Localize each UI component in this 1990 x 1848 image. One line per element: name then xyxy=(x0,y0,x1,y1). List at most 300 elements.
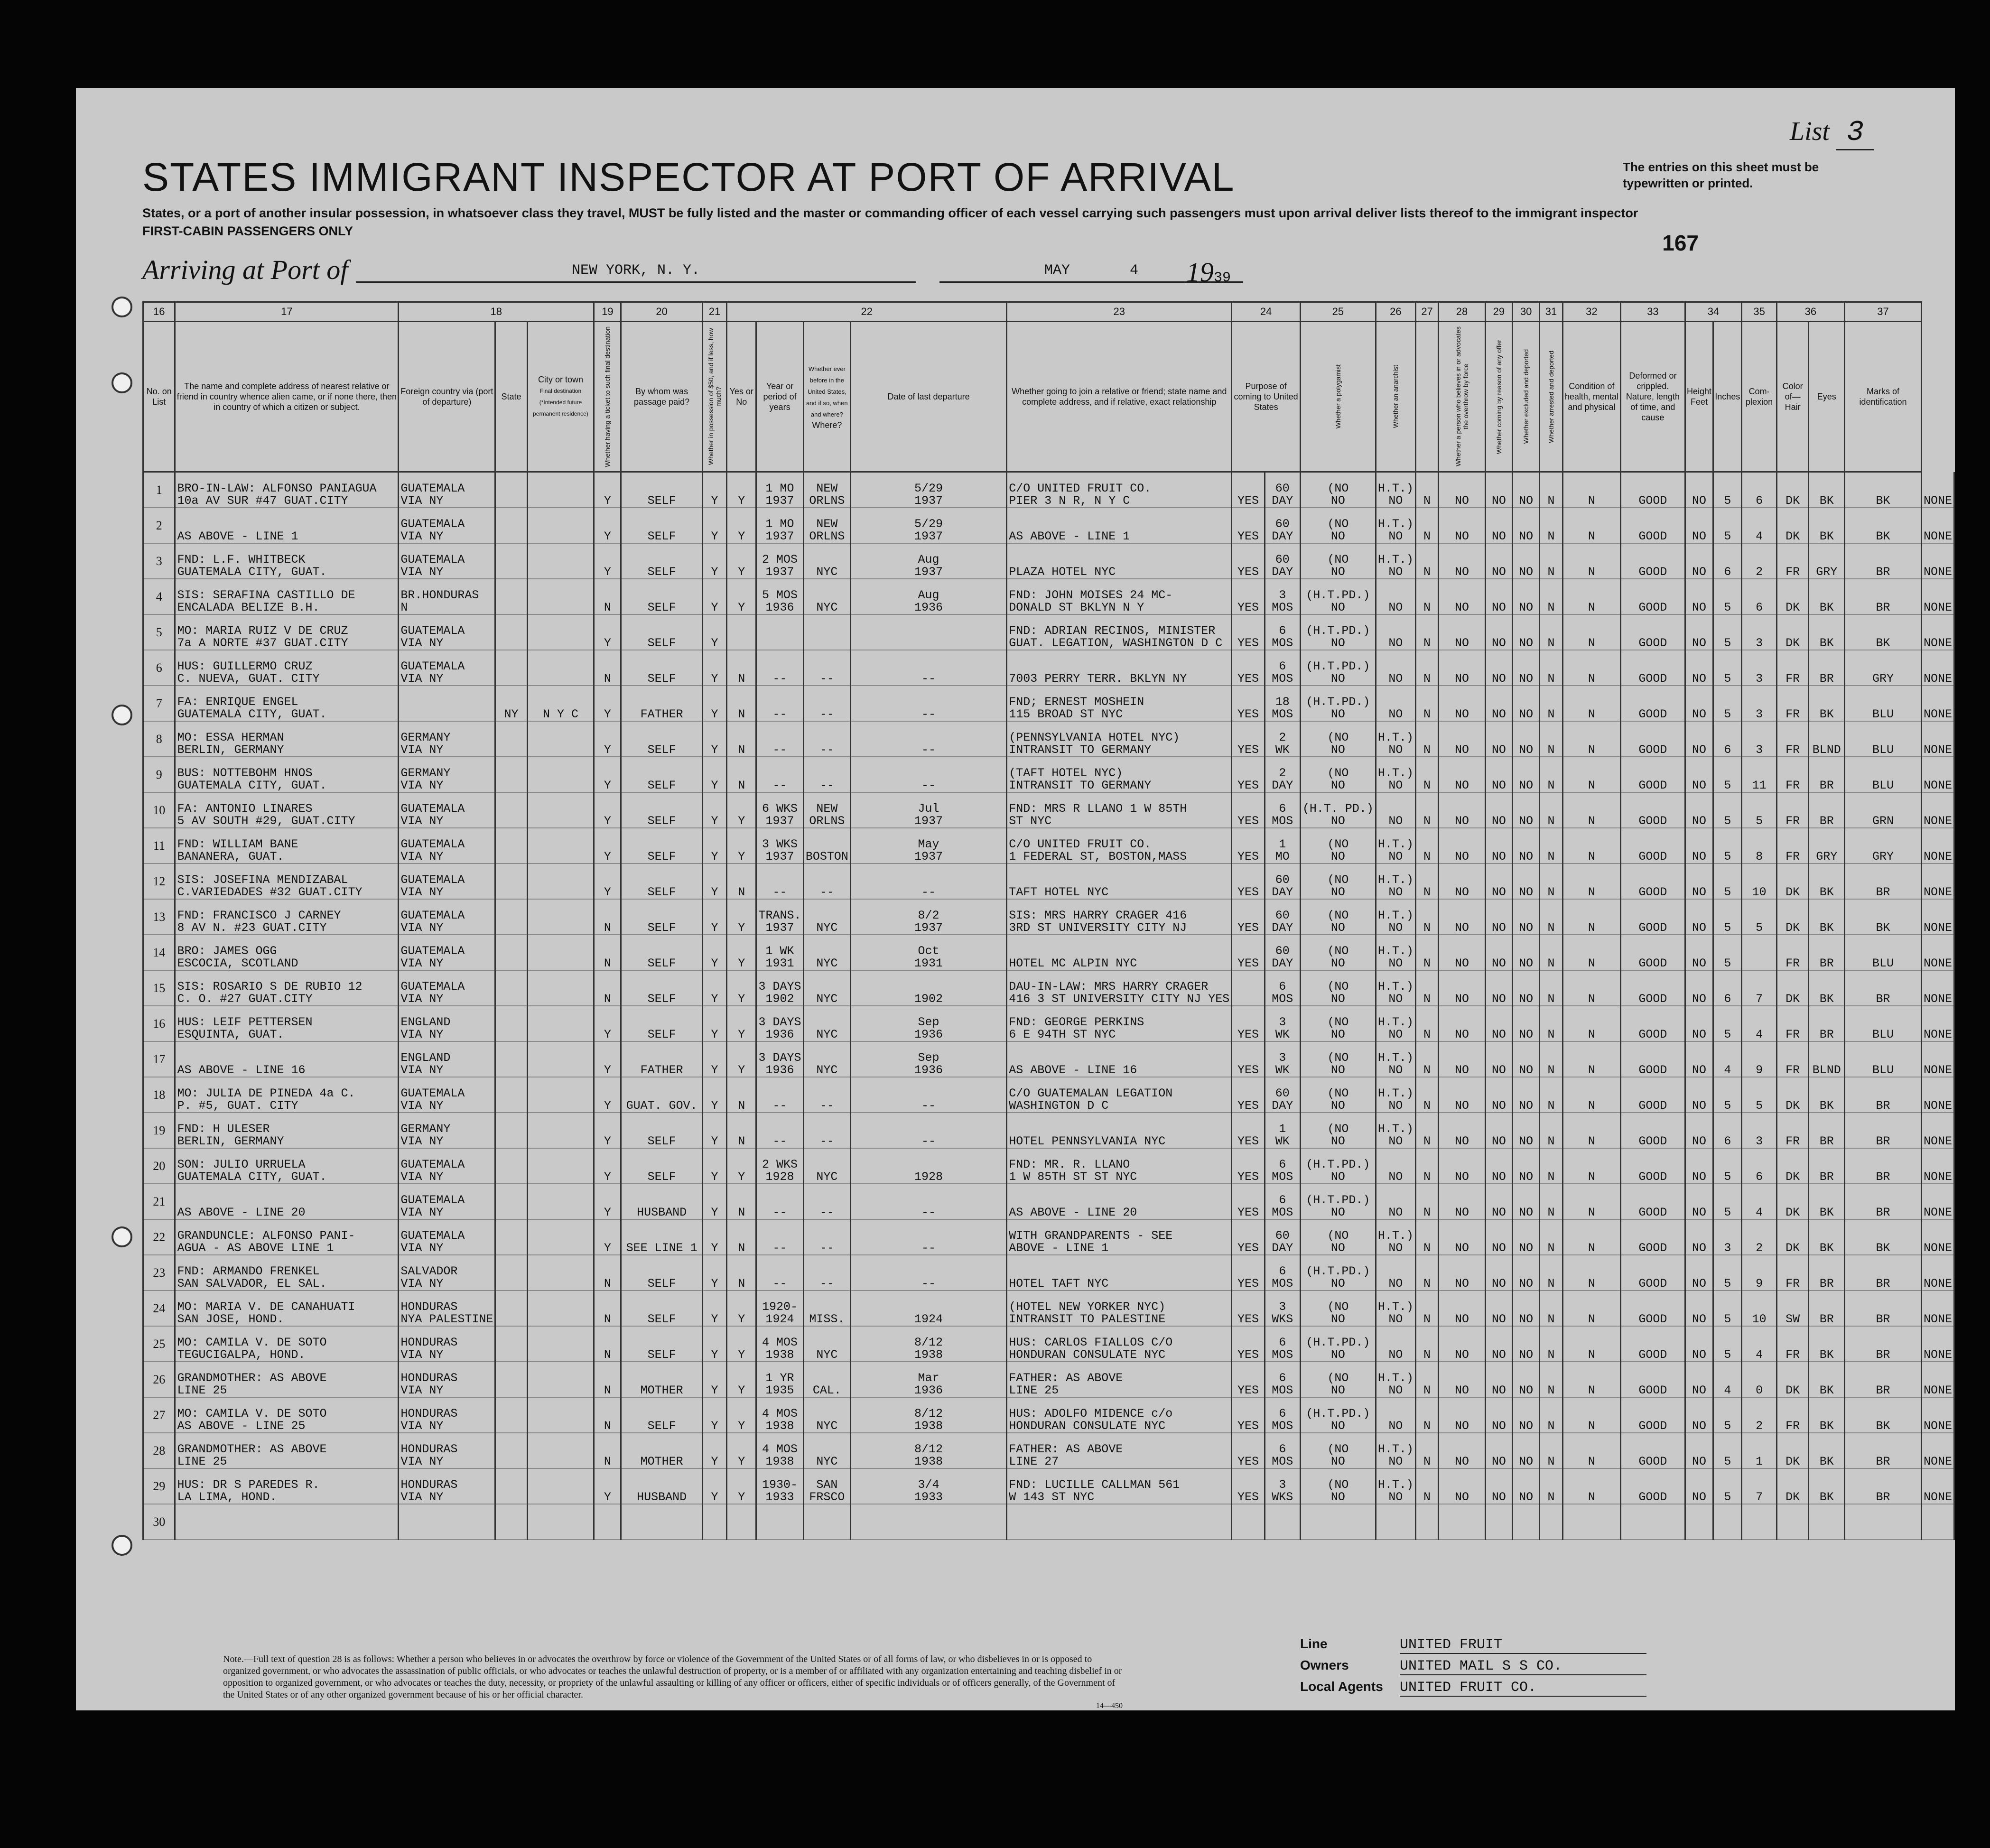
cell-c30: NO xyxy=(1513,614,1540,650)
cell-fc xyxy=(399,935,495,970)
cell-fc-line-2: VIA NY xyxy=(400,1348,444,1362)
cell-eyes: BR xyxy=(1844,543,1921,579)
cell-join-line-2: AS ABOVE - LINE 20 xyxy=(1009,1206,1137,1219)
cell-hair: BR xyxy=(1809,792,1844,828)
col-num-30: 30 xyxy=(1513,302,1540,322)
cell-c28: NO xyxy=(1439,828,1486,864)
cell-dt xyxy=(850,1113,1006,1148)
cell-y24: YES xyxy=(1232,864,1265,899)
cell-yn: Y xyxy=(727,970,756,1006)
cell-rel-line-1: MO: MARIA V. DE CANAHUATI xyxy=(177,1300,355,1314)
cell-rel xyxy=(175,1255,399,1291)
cell-join xyxy=(1007,899,1232,935)
cell-c28: NO xyxy=(1439,1041,1486,1077)
cell-fc-line-1: BR.HONDURAS xyxy=(400,588,479,602)
cell-yr-line-2: -- xyxy=(772,1241,787,1255)
cell-wh-line-2: NYC xyxy=(816,565,838,579)
header-col31-text: Whether arrested and deported xyxy=(1547,350,1555,443)
cell-rel xyxy=(175,721,399,757)
cell-n: 23 xyxy=(143,1255,175,1291)
cell-len-line-2: DAY xyxy=(1272,779,1293,792)
cell-paid: SELF xyxy=(621,864,702,899)
cell-health: GOOD xyxy=(1621,828,1685,864)
cell-state xyxy=(495,1433,527,1468)
cell-ft: 5 xyxy=(1713,686,1742,721)
cell-yr-line-1: 3 WKS xyxy=(762,837,798,851)
cell-c31b: N xyxy=(1562,757,1621,792)
cell-yr-line-2: 1924 xyxy=(765,1312,794,1326)
cell-health: GOOD xyxy=(1621,1006,1685,1041)
cell-y24: YES xyxy=(1232,1291,1265,1326)
cell-hair: BR xyxy=(1809,1291,1844,1326)
cell-fc xyxy=(399,1041,495,1077)
cell-money: Y xyxy=(702,899,726,935)
cell-wh xyxy=(803,1077,850,1113)
cell-money: Y xyxy=(702,686,726,721)
cell-in: 10 xyxy=(1742,1291,1776,1326)
cell-paid: SEE LINE 1 xyxy=(621,1219,702,1255)
cell-c28: NO xyxy=(1439,1148,1486,1184)
header-state xyxy=(495,322,527,472)
cell-eyes: BR xyxy=(1844,1077,1921,1113)
cell-c26-line-2: NO xyxy=(1388,1241,1403,1255)
cell-ft: 5 xyxy=(1713,864,1742,899)
cell-c26-line-2: NO xyxy=(1388,1170,1403,1184)
cell-eyes: BK xyxy=(1844,614,1921,650)
cell-ft: 5 xyxy=(1713,579,1742,614)
cell-yr-line-2: -- xyxy=(772,672,787,686)
cell-c26-line-2: NO xyxy=(1388,885,1403,899)
cell-state xyxy=(495,792,527,828)
cell-yr xyxy=(756,1041,804,1077)
cell-paid: SELF xyxy=(621,472,702,508)
agents-label: Local Agents xyxy=(1300,1679,1383,1694)
cell-dt xyxy=(850,1291,1006,1326)
cell-yr-line-2: -- xyxy=(772,1134,787,1148)
cell-yr xyxy=(756,1219,804,1255)
cell-rel-line-2: C. O. #27 GUAT.CITY xyxy=(177,992,313,1006)
cell-yn: Y xyxy=(727,792,756,828)
cell-y24: YES xyxy=(1232,472,1265,508)
cell-deform: NO xyxy=(1685,1041,1713,1077)
cell-rel-line-2: ESCOCIA, SCOTLAND xyxy=(177,957,298,970)
cell-n: 27 xyxy=(143,1397,175,1433)
cell-c25-line-2: NO xyxy=(1330,672,1345,686)
cell-wh-line-2: -- xyxy=(819,1206,834,1219)
cell-c26 xyxy=(1376,828,1415,864)
cell-yr-line-2: 1902 xyxy=(765,992,794,1006)
cell-health: GOOD xyxy=(1621,1148,1685,1184)
cell-comp: FR xyxy=(1776,543,1809,579)
cell-dt xyxy=(850,1397,1006,1433)
cell-len xyxy=(1265,792,1300,828)
cell-in: 5 xyxy=(1742,899,1776,935)
cell-eyes: BK xyxy=(1844,472,1921,508)
cell-deform: NO xyxy=(1685,1255,1713,1291)
cell-dt xyxy=(850,757,1006,792)
cell-dt-line-2: 1924 xyxy=(914,1312,943,1326)
punch-hole xyxy=(112,705,132,725)
cell-comp: DK xyxy=(1776,472,1809,508)
cell-money: Y xyxy=(702,650,726,686)
cell-c29: NO xyxy=(1485,1006,1512,1041)
cell-comp: FR xyxy=(1776,1006,1809,1041)
cell-hair: BK xyxy=(1809,472,1844,508)
cell-comp: FR xyxy=(1776,1255,1809,1291)
cell-wh-line-2: ORLNS xyxy=(809,529,845,543)
cell-dt xyxy=(850,970,1006,1006)
cell-join-line-1: FATHER: AS ABOVE xyxy=(1009,1371,1123,1385)
cell-rel-line-2: C.VARIEDADES #32 GUAT.CITY xyxy=(177,885,363,899)
cell-in: 5 xyxy=(1742,1077,1776,1113)
cell-c29: NO xyxy=(1485,686,1512,721)
cell-yn: Y xyxy=(727,543,756,579)
cell-join xyxy=(1007,864,1232,899)
cell-money: Y xyxy=(702,1006,726,1041)
cell-state xyxy=(495,650,527,686)
col-num-36: 36 xyxy=(1776,302,1844,322)
cell-marks: NONE xyxy=(1921,1397,1954,1433)
cell-c26 xyxy=(1376,1077,1415,1113)
cell-dt xyxy=(850,508,1006,543)
cell-paid: SELF xyxy=(621,721,702,757)
cell-wh xyxy=(803,1255,850,1291)
cell-dt xyxy=(850,1148,1006,1184)
cell-yn: Y xyxy=(727,1433,756,1468)
cell-marks: NONE xyxy=(1921,650,1954,686)
cell-rel xyxy=(175,543,399,579)
cell-join-line-2: 3RD ST UNIVERSITY CITY NJ xyxy=(1009,921,1187,935)
cell-health: GOOD xyxy=(1621,686,1685,721)
cell-health: GOOD xyxy=(1621,650,1685,686)
cell-comp: FR xyxy=(1776,935,1809,970)
cell-wh-line-1: SAN xyxy=(816,1478,838,1492)
cell-paid: SELF xyxy=(621,828,702,864)
cell-c31b: N xyxy=(1562,721,1621,757)
cell-fc-line-2: VIA NY xyxy=(400,992,444,1006)
cell-wh xyxy=(803,757,850,792)
arrival-month: MAY xyxy=(1044,262,1070,279)
cell-paid xyxy=(621,1504,702,1540)
col-num-22: 22 xyxy=(727,302,1007,322)
typewritten-instruction: The entries on this sheet must be typewritten or printed. xyxy=(1623,160,1819,190)
cell-eyes: BR xyxy=(1844,1255,1921,1291)
cell-comp: DK xyxy=(1776,579,1809,614)
cell-y24: YES xyxy=(1232,1184,1265,1219)
cell-dt xyxy=(850,792,1006,828)
cell-join-line-2: W 143 ST NYC xyxy=(1009,1490,1095,1504)
cell-health: GOOD xyxy=(1621,1255,1685,1291)
cell-fc xyxy=(399,1148,495,1184)
cell-ft: 5 xyxy=(1713,1148,1742,1184)
cell-c27: N xyxy=(1415,1291,1438,1326)
cell-hair: BLND xyxy=(1809,1041,1844,1077)
cell-c27: N xyxy=(1415,970,1438,1006)
cell-len xyxy=(1265,1468,1300,1504)
cell-c26-line-2: NO xyxy=(1388,921,1403,935)
cell-yr-line-1: 1930- xyxy=(762,1478,798,1492)
cell-health: GOOD xyxy=(1621,472,1685,508)
cell-c31b: N xyxy=(1562,1255,1621,1291)
cell-fc xyxy=(399,1077,495,1113)
cell-join-line-2: LINE 25 xyxy=(1009,1384,1059,1397)
cell-dt-line-1: Oct xyxy=(918,944,939,958)
cell-c29: NO xyxy=(1485,650,1512,686)
cell-fc xyxy=(399,543,495,579)
cell-len-line-1: 60 xyxy=(1275,873,1290,887)
list-label xyxy=(1790,116,1874,150)
cell-rel-line-1: GRANDMOTHER: AS ABOVE xyxy=(177,1371,327,1385)
cell-n: 16 xyxy=(143,1006,175,1041)
cell-paid: HUSBAND xyxy=(621,1468,702,1504)
cell-hair: BK xyxy=(1809,1184,1844,1219)
cell-len xyxy=(1265,828,1300,864)
cell-c29: NO xyxy=(1485,864,1512,899)
cell-dt-line-1: 3/4 xyxy=(918,1478,939,1492)
cell-wh-line-2: ORLNS xyxy=(809,494,845,508)
cell-n: 11 xyxy=(143,828,175,864)
cell-join-line-2: GUAT. LEGATION, WASHINGTON D C xyxy=(1009,636,1223,650)
cell-fc-line-1: GUATEMALA xyxy=(400,1193,465,1207)
cell-yr-line-1: 2 MOS xyxy=(762,553,798,566)
cell-len xyxy=(1265,970,1300,1006)
cell-c25-line-2: NO xyxy=(1330,601,1345,614)
cell-c28: NO xyxy=(1439,614,1486,650)
cell-city xyxy=(527,721,594,757)
cell-in: 7 xyxy=(1742,1468,1776,1504)
cell-c31: N xyxy=(1540,1041,1562,1077)
cell-yr-line-1: 4 MOS xyxy=(762,1407,798,1421)
cell-yr-line-2: 1933 xyxy=(765,1490,794,1504)
cell-yn: Y xyxy=(727,1148,756,1184)
cell-state xyxy=(495,864,527,899)
cell-c26-line-2: NO xyxy=(1388,636,1403,650)
cell-fc-line-1: GUATEMALA xyxy=(400,980,465,994)
cell-dt xyxy=(850,1326,1006,1362)
cell-dt-line-2: 1937 xyxy=(914,494,943,508)
cell-comp: FR xyxy=(1776,828,1809,864)
cell-wh-line-2: NYC xyxy=(816,1063,838,1077)
cell-fc-line-1: HONDURAS xyxy=(400,1371,458,1385)
cell-c25-line-1: (H.T.PD.) xyxy=(1306,624,1370,638)
cell-c25-line-2: NO xyxy=(1330,529,1345,543)
cell-hair: BK xyxy=(1809,1219,1844,1255)
cell-c25 xyxy=(1300,1255,1376,1291)
cell-c25 xyxy=(1300,472,1376,508)
cell-money: Y xyxy=(702,792,726,828)
cell-c27: N xyxy=(1415,721,1438,757)
cell-c25-line-1: (NO xyxy=(1327,1229,1349,1243)
cell-dt-line-2: -- xyxy=(921,779,936,792)
cell-c25 xyxy=(1300,1113,1376,1148)
cell-fc-line-2: VIA NY xyxy=(400,1241,444,1255)
table-row xyxy=(143,721,1954,757)
cell-c25-line-2: NO xyxy=(1330,1490,1345,1504)
cell-rel xyxy=(175,1326,399,1362)
cell-c25-line-2: NO xyxy=(1330,1099,1345,1113)
cell-yn: Y xyxy=(727,1326,756,1362)
cell-c29: NO xyxy=(1485,828,1512,864)
cell-n: 9 xyxy=(143,757,175,792)
cell-deform: NO xyxy=(1685,1291,1713,1326)
cell-ft xyxy=(1713,1504,1742,1540)
cell-money: Y xyxy=(702,828,726,864)
cell-dt xyxy=(850,543,1006,579)
cell-wh xyxy=(803,1113,850,1148)
cell-c27: N xyxy=(1415,1255,1438,1291)
cell-c25 xyxy=(1300,1504,1376,1540)
cell-dt xyxy=(850,1433,1006,1468)
cell-deform: NO xyxy=(1685,792,1713,828)
header-inches: Inches xyxy=(1713,322,1742,472)
cell-health: GOOD xyxy=(1621,1041,1685,1077)
cell-fc xyxy=(399,1291,495,1326)
cell-len xyxy=(1265,721,1300,757)
cell-health: GOOD xyxy=(1621,1397,1685,1433)
cell-c25 xyxy=(1300,650,1376,686)
cell-join-line-2: 6 E 94TH ST NYC xyxy=(1009,1028,1116,1041)
table-row xyxy=(143,792,1954,828)
cell-eyes: GRY xyxy=(1844,828,1921,864)
cell-c28: NO xyxy=(1439,1077,1486,1113)
cell-rel xyxy=(175,1184,399,1219)
cell-yr-line-2: 1937 xyxy=(765,814,794,828)
cell-deform: NO xyxy=(1685,864,1713,899)
cell-c30: NO xyxy=(1513,721,1540,757)
cell-c30: NO xyxy=(1513,508,1540,543)
cell-c25-line-1: (NO xyxy=(1327,1371,1349,1385)
cell-comp: FR xyxy=(1776,1041,1809,1077)
cell-fc xyxy=(399,970,495,1006)
cell-marks: NONE xyxy=(1921,686,1954,721)
cell-c26-line-2: NO xyxy=(1388,1490,1403,1504)
cell-fc-line-1: HONDURAS xyxy=(400,1336,458,1349)
cell-len-line-2: DAY xyxy=(1272,1241,1293,1255)
cell-join-line-1: FND; ERNEST MOSHEIN xyxy=(1009,695,1144,709)
cell-comp: DK xyxy=(1776,614,1809,650)
cell-c25-line-2: NO xyxy=(1330,850,1345,864)
cell-comp: DK xyxy=(1776,864,1809,899)
cell-c26 xyxy=(1376,1006,1415,1041)
table-row xyxy=(143,1113,1954,1148)
cell-len-line-2: MO xyxy=(1275,850,1290,864)
col-num-23: 23 xyxy=(1007,302,1232,322)
cell-state xyxy=(495,970,527,1006)
cell-rel-line-2: GUATEMALA CITY, GUAT. xyxy=(177,565,327,579)
cell-c31: N xyxy=(1540,1433,1562,1468)
cell-c25 xyxy=(1300,828,1376,864)
cell-join-line-2: DONALD ST BKLYN N Y xyxy=(1009,601,1144,614)
cell-ft: 5 xyxy=(1713,1433,1742,1468)
cell-wh xyxy=(803,1219,850,1255)
cell-len xyxy=(1265,1397,1300,1433)
cell-c26-line-2: NO xyxy=(1388,814,1403,828)
cell-city xyxy=(527,1006,594,1041)
cell-len-line-2: WK xyxy=(1275,1028,1290,1041)
cell-c25 xyxy=(1300,1006,1376,1041)
cell-c28: NO xyxy=(1439,1326,1486,1362)
cell-wh xyxy=(803,1326,850,1362)
header-ticket-text: Whether having a ticket to such final destination xyxy=(604,326,612,467)
cell-money: Y xyxy=(702,1468,726,1504)
cell-y24: YES xyxy=(1232,757,1265,792)
cell-c31b: N xyxy=(1562,1362,1621,1397)
cell-yr xyxy=(756,792,804,828)
cell-state xyxy=(495,1184,527,1219)
cell-paid: SELF xyxy=(621,1006,702,1041)
cell-join xyxy=(1007,1113,1232,1148)
cell-state xyxy=(495,828,527,864)
cell-wh-line-2: NYC xyxy=(816,957,838,970)
cell-fc-line-2: VIA NY xyxy=(400,672,444,686)
table-row xyxy=(143,1468,1954,1504)
cell-c26-line-2: NO xyxy=(1388,1312,1403,1326)
cell-rel xyxy=(175,828,399,864)
cell-in: 9 xyxy=(1742,1255,1776,1291)
cell-c28 xyxy=(1439,1504,1486,1540)
cell-len-line-1: 3 xyxy=(1279,1015,1286,1029)
cell-len-line-1: 6 xyxy=(1279,659,1286,673)
cell-c29: NO xyxy=(1485,792,1512,828)
line-label: Line xyxy=(1300,1636,1328,1651)
cell-rel xyxy=(175,935,399,970)
cell-wh-line-2: CAL. xyxy=(812,1384,841,1397)
cell-c25-line-2: NO xyxy=(1330,636,1345,650)
cell-money: Y xyxy=(702,1041,726,1077)
cell-c26-line-1: H.T.) xyxy=(1377,873,1413,887)
cell-eyes: BR xyxy=(1844,1362,1921,1397)
cell-comp: FR xyxy=(1776,792,1809,828)
cell-fc-line-1: GUATEMALA xyxy=(400,517,465,531)
cell-paid: SELF xyxy=(621,650,702,686)
cell-c26-line-2: NO xyxy=(1388,529,1403,543)
arrival-day: 4 xyxy=(1130,262,1139,279)
cell-c27: N xyxy=(1415,1397,1438,1433)
cell-in: 3 xyxy=(1742,721,1776,757)
cell-dt-line-1: Sep xyxy=(918,1051,939,1065)
cell-health: GOOD xyxy=(1621,792,1685,828)
cell-paid: SELF xyxy=(621,1148,702,1184)
cell-len-line-2: MOS xyxy=(1272,1206,1293,1219)
cell-wh-line-2: -- xyxy=(819,885,834,899)
cell-yr-line-1: 3 DAYS xyxy=(758,1051,801,1065)
cell-rel-line-1: SON: JULIO URRUELA xyxy=(177,1158,306,1171)
cell-dt-line-2: -- xyxy=(921,1134,936,1148)
cell-c25-line-1: (NO xyxy=(1327,766,1349,780)
cell-c28: NO xyxy=(1439,970,1486,1006)
cell-wh-line-2: NYC xyxy=(816,1455,838,1468)
cell-rel-line-2: 5 AV SOUTH #29, GUAT.CITY xyxy=(177,814,355,828)
cell-yr xyxy=(756,899,804,935)
cell-fc-line-2: VIA NY xyxy=(400,565,444,579)
cell-join xyxy=(1007,650,1232,686)
cell-c25-line-2: NO xyxy=(1330,707,1345,721)
cell-c25-line-1: (H.T.PD.) xyxy=(1306,588,1370,602)
cell-paid: SELF xyxy=(621,1113,702,1148)
cell-c29: NO xyxy=(1485,1041,1512,1077)
cell-yn: Y xyxy=(727,1006,756,1041)
punch-hole xyxy=(112,1226,132,1247)
cell-join xyxy=(1007,757,1232,792)
cell-city xyxy=(527,1397,594,1433)
cell-join xyxy=(1007,1326,1232,1362)
cell-wh xyxy=(803,1006,850,1041)
cell-state xyxy=(495,1362,527,1397)
cell-ticket: N xyxy=(594,579,621,614)
cell-c30: NO xyxy=(1513,864,1540,899)
cell-c25-line-1: (NO xyxy=(1327,837,1349,851)
cell-yr-line-1: 1920- xyxy=(762,1300,798,1314)
